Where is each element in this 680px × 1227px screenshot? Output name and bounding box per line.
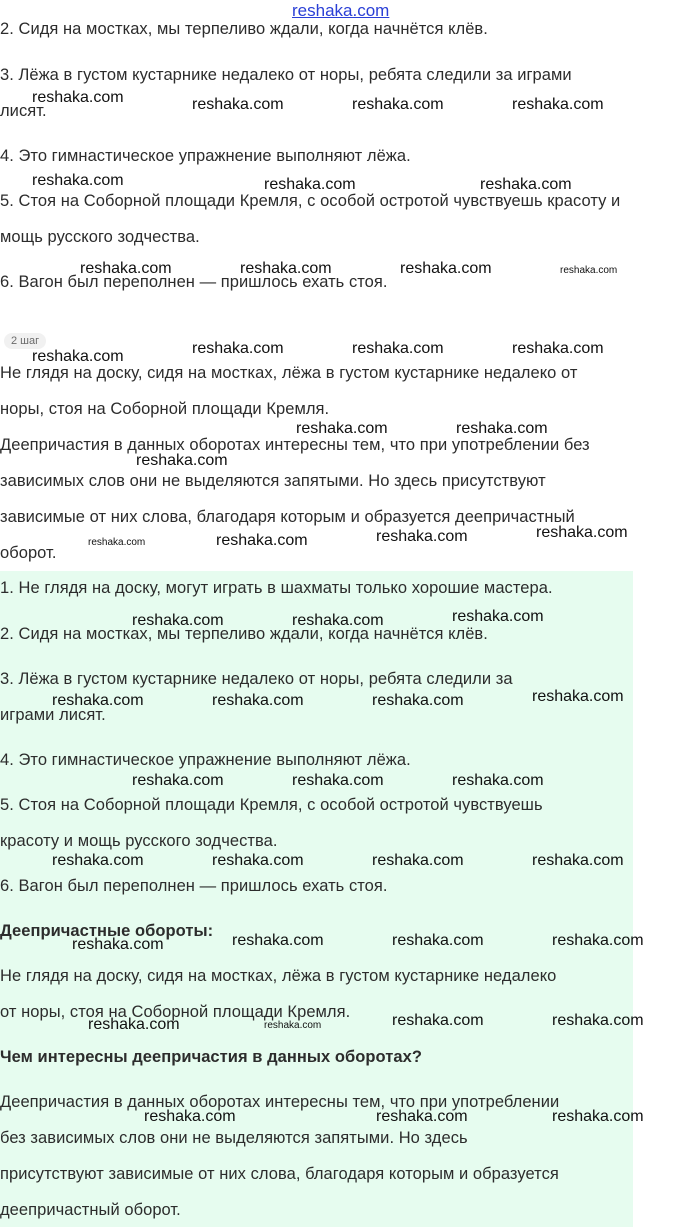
watermark: reshaka.com: [296, 420, 388, 437]
top-line: 2. Сидя на мостках, мы терпеливо ждали, когда начнётся клёв.: [0, 20, 488, 38]
watermark: reshaka.com: [376, 528, 468, 545]
top-line: мощь русского зодчества.: [0, 228, 200, 246]
watermark: reshaka.com: [292, 772, 384, 789]
watermark: reshaka.com: [456, 420, 548, 437]
answer3-line: деепричастный оборот.: [0, 1201, 181, 1219]
watermark: reshaka.com: [72, 936, 164, 953]
watermark: reshaka.com: [52, 852, 144, 869]
answer2-line: от норы, стоя на Соборной площади Кремля.: [0, 1003, 351, 1021]
answer3-line: без зависимых слов они не выделяются запятыми. Но здесь: [0, 1129, 468, 1147]
watermark: reshaka.com: [400, 260, 492, 277]
watermark: reshaka.com: [392, 1012, 484, 1029]
watermark: reshaka.com: [512, 96, 604, 113]
answer-line: 5. Стоя на Соборной площади Кремля, с особой остротой чувствуешь: [0, 796, 543, 814]
watermark: reshaka.com: [480, 176, 572, 193]
watermark: reshaka.com: [192, 340, 284, 357]
watermark: reshaka.com: [32, 348, 124, 365]
site-link[interactable]: reshaka.com: [292, 1, 390, 20]
watermark: reshaka.com: [136, 452, 228, 469]
watermark: reshaka.com: [552, 1012, 644, 1029]
watermark: reshaka.com: [240, 260, 332, 277]
watermark: reshaka.com: [264, 176, 356, 193]
top-line: 5. Стоя на Соборной площади Кремля, с особой остротой чувствуешь красоту и: [0, 192, 621, 210]
watermark: reshaka.com: [88, 1016, 180, 1033]
step2-line: зависимых слов они не выделяются запятыми. Но здесь присутствуют: [0, 472, 546, 490]
watermark: reshaka.com: [212, 692, 304, 709]
watermark: reshaka.com: [52, 692, 144, 709]
watermark: reshaka.com: [212, 852, 304, 869]
watermark: reshaka.com: [232, 932, 324, 949]
watermark: reshaka.com: [292, 612, 384, 629]
answer-line: красоту и мощь русского зодчества.: [0, 832, 278, 850]
answer-line: 3. Лёжа в густом кустарнике недалеко от норы, ребята следили за: [0, 670, 513, 688]
step2-line: норы, стоя на Соборной площади Кремля.: [0, 400, 330, 418]
answer-line: 1. Не глядя на доску, могут играть в шахматы только хорошие мастера.: [0, 579, 553, 597]
step-badge: 2 шаг: [4, 333, 46, 349]
watermark: reshaka.com: [192, 96, 284, 113]
top-line: 3. Лёжа в густом кустарнике недалеко от норы, ребята следили за играми: [0, 66, 572, 84]
watermark: reshaka.com: [536, 524, 628, 541]
watermark: reshaka.com: [376, 1108, 468, 1125]
watermark: reshaka.com: [452, 608, 544, 625]
watermark: reshaka.com: [392, 932, 484, 949]
answer-line: 4. Это гимнастическое упражнение выполняют лёжа.: [0, 751, 411, 769]
watermark: reshaka.com: [216, 532, 308, 549]
watermark: reshaka.com: [512, 340, 604, 357]
watermark: reshaka.com: [352, 96, 444, 113]
answer-line: 2. Сидя на мостках, мы терпеливо ждали, когда начнётся клёв.: [0, 625, 488, 643]
watermark: reshaka.com: [552, 1108, 644, 1125]
watermark: reshaka.com: [32, 89, 124, 106]
watermark: reshaka.com: [452, 772, 544, 789]
top-line: лисят.: [0, 102, 47, 120]
answer3-line: присутствуют зависимые от них слова, благодаря которым и образуется: [0, 1165, 559, 1183]
watermark: reshaka.com: [88, 537, 146, 548]
watermark: reshaka.com: [264, 1020, 322, 1031]
step2-line: оборот.: [0, 544, 57, 562]
watermark: reshaka.com: [352, 340, 444, 357]
watermark: reshaka.com: [32, 172, 124, 189]
answer3-line: Деепричастия в данных оборотах интересны тем, что при употреблении: [0, 1093, 560, 1111]
watermark: reshaka.com: [144, 1108, 236, 1125]
step2-line: зависимые от них слова, благодаря которым и образуется деепричастный: [0, 508, 575, 526]
watermark: reshaka.com: [372, 852, 464, 869]
watermark: reshaka.com: [80, 260, 172, 277]
step2-line: Не глядя на доску, сидя на мостках, лёжа в густом кустарнике недалеко от: [0, 364, 578, 382]
top-line: 4. Это гимнастическое упражнение выполняют лёжа.: [0, 147, 411, 165]
watermark: reshaka.com: [372, 692, 464, 709]
answer-line: играми лисят.: [0, 706, 106, 724]
watermark: reshaka.com: [560, 265, 618, 276]
watermark: reshaka.com: [132, 772, 224, 789]
watermark: reshaka.com: [552, 932, 644, 949]
heading-participial-phrases: Деепричастные обороты:: [0, 922, 214, 940]
answer2-line: Не глядя на доску, сидя на мостках, лёжа в густом кустарнике недалеко: [0, 967, 557, 985]
heading-question: Чем интересны деепричастия в данных оборотах?: [0, 1048, 422, 1066]
watermark: reshaka.com: [132, 612, 224, 629]
answer-line: 6. Вагон был переполнен — пришлось ехать стоя.: [0, 877, 388, 895]
watermark: reshaka.com: [532, 688, 624, 705]
watermark: reshaka.com: [532, 852, 624, 869]
step2-line: Деепричастия в данных оборотах интересны тем, что при употреблении без: [0, 436, 590, 454]
top-line: 6. Вагон был переполнен — пришлось ехать стоя.: [0, 273, 388, 291]
